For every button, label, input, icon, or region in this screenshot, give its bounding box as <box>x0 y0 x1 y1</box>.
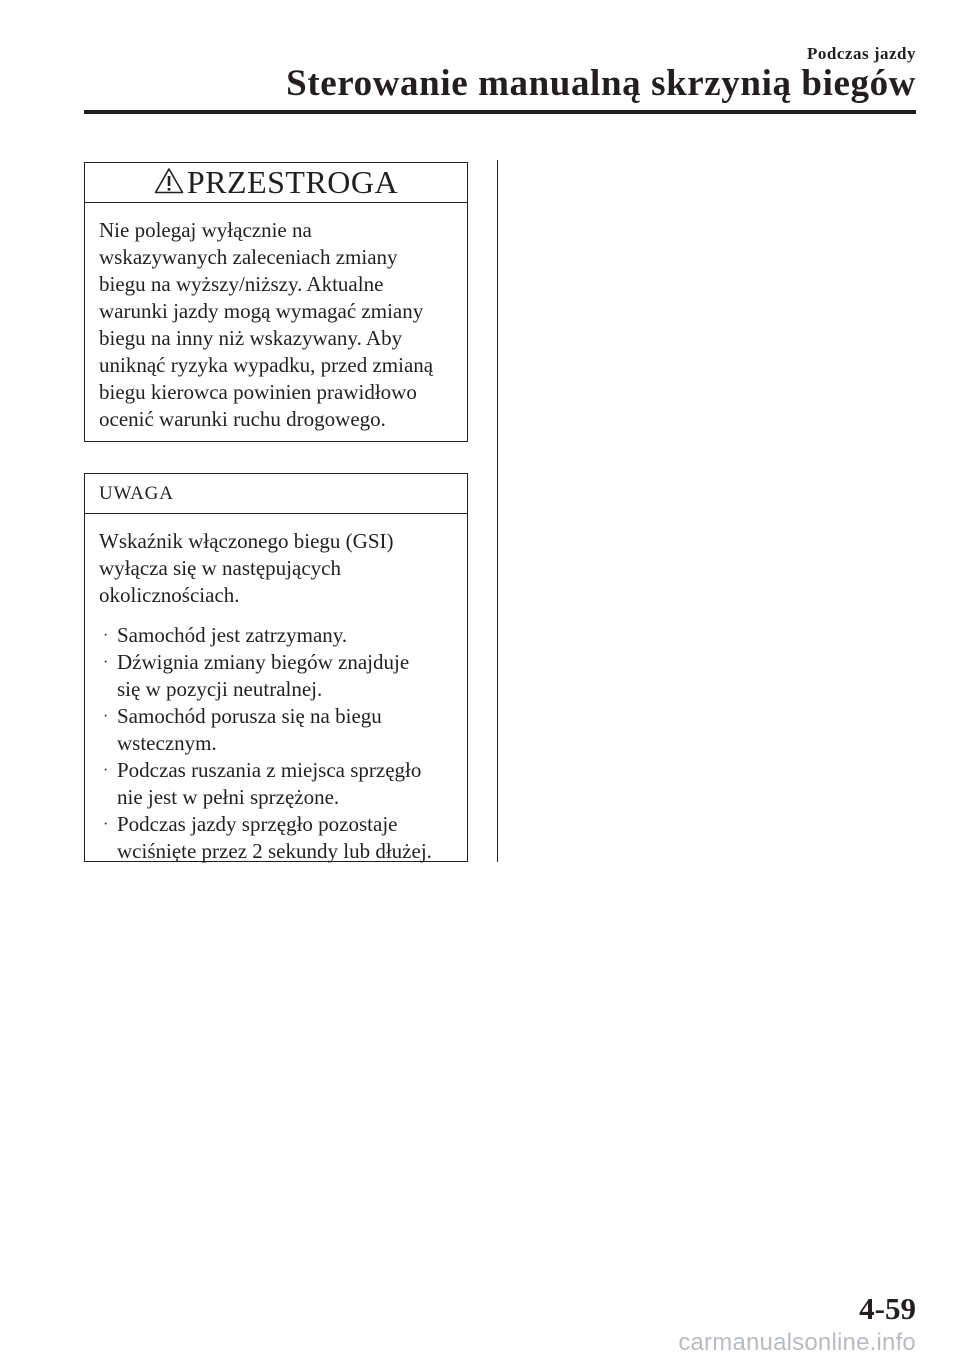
note-box <box>84 473 468 862</box>
list-item-line: nie jest w pełni sprzężone. <box>117 785 340 809</box>
list-item-line: Podczas ruszania z miejsca sprzęgło <box>117 758 422 782</box>
list-item-line: Samochód porusza się na biegu <box>117 704 382 728</box>
caution-line: ocenić warunki ruchu drogowego. <box>99 407 386 431</box>
caution-line: Nie polegaj wyłącznie na <box>99 218 312 242</box>
list-item <box>99 811 455 865</box>
caution-line: biegu na inny niż wskazywany. Aby <box>99 326 403 350</box>
chapter-title: Sterowanie manualną skrzynią biegów <box>286 63 916 104</box>
caution-title: PRZESTROGA <box>186 164 399 200</box>
caution-text <box>85 203 467 433</box>
caution-line: biegu na wyższy/niższy. Aktualne <box>99 272 384 296</box>
list-item <box>99 703 455 757</box>
caution-line: wskazywanych zaleceniach zmiany <box>99 245 398 269</box>
caution-line: uniknąć ryzyka wypadku, przed zmianą <box>99 353 434 377</box>
bullet-dot-icon: · <box>103 762 109 779</box>
list-item <box>99 649 455 703</box>
bullet-dot-icon: · <box>103 708 109 725</box>
caution-line: warunki jazdy mogą wymagać zmiany <box>99 299 424 323</box>
warning-triangle-icon <box>154 167 184 194</box>
note-bullet-list <box>99 622 455 865</box>
note-intro-line: Wskaźnik włączonego biegu (GSI) <box>99 529 394 553</box>
note-text <box>85 514 467 865</box>
list-item-line: wciśnięte przez 2 sekundy lub dłużej. <box>117 839 432 863</box>
note-intro-line: okolicznościach. <box>99 583 240 607</box>
column-divider <box>497 160 498 862</box>
list-item-line: wstecznym. <box>117 731 217 755</box>
bullet-dot-icon: · <box>103 654 109 671</box>
list-item <box>99 757 455 811</box>
caution-box <box>84 162 468 442</box>
list-item <box>99 622 455 649</box>
page-number: 4-59 <box>859 1291 916 1326</box>
list-item-line: Podczas jazdy sprzęgło pozostaje <box>117 812 398 836</box>
watermark: carmanualsonline.info <box>678 1329 916 1356</box>
note-header <box>85 474 467 514</box>
bullet-dot-icon: · <box>103 627 109 644</box>
caution-header <box>85 163 467 203</box>
note-intro-line: wyłącza się w następujących <box>99 556 341 580</box>
section-label: Podczas jazdy <box>807 44 916 63</box>
list-item-line: Dźwignia zmiany biegów znajduje <box>117 650 410 674</box>
header-rule <box>84 110 916 114</box>
caution-line: biegu kierowca powinien prawidłowo <box>99 380 417 404</box>
note-title: UWAGA <box>99 482 174 504</box>
bullet-dot-icon: · <box>103 816 109 833</box>
list-item-line: Samochód jest zatrzymany. <box>117 623 348 647</box>
list-item-line: się w pozycji neutralnej. <box>117 677 323 701</box>
note-intro <box>99 528 455 609</box>
